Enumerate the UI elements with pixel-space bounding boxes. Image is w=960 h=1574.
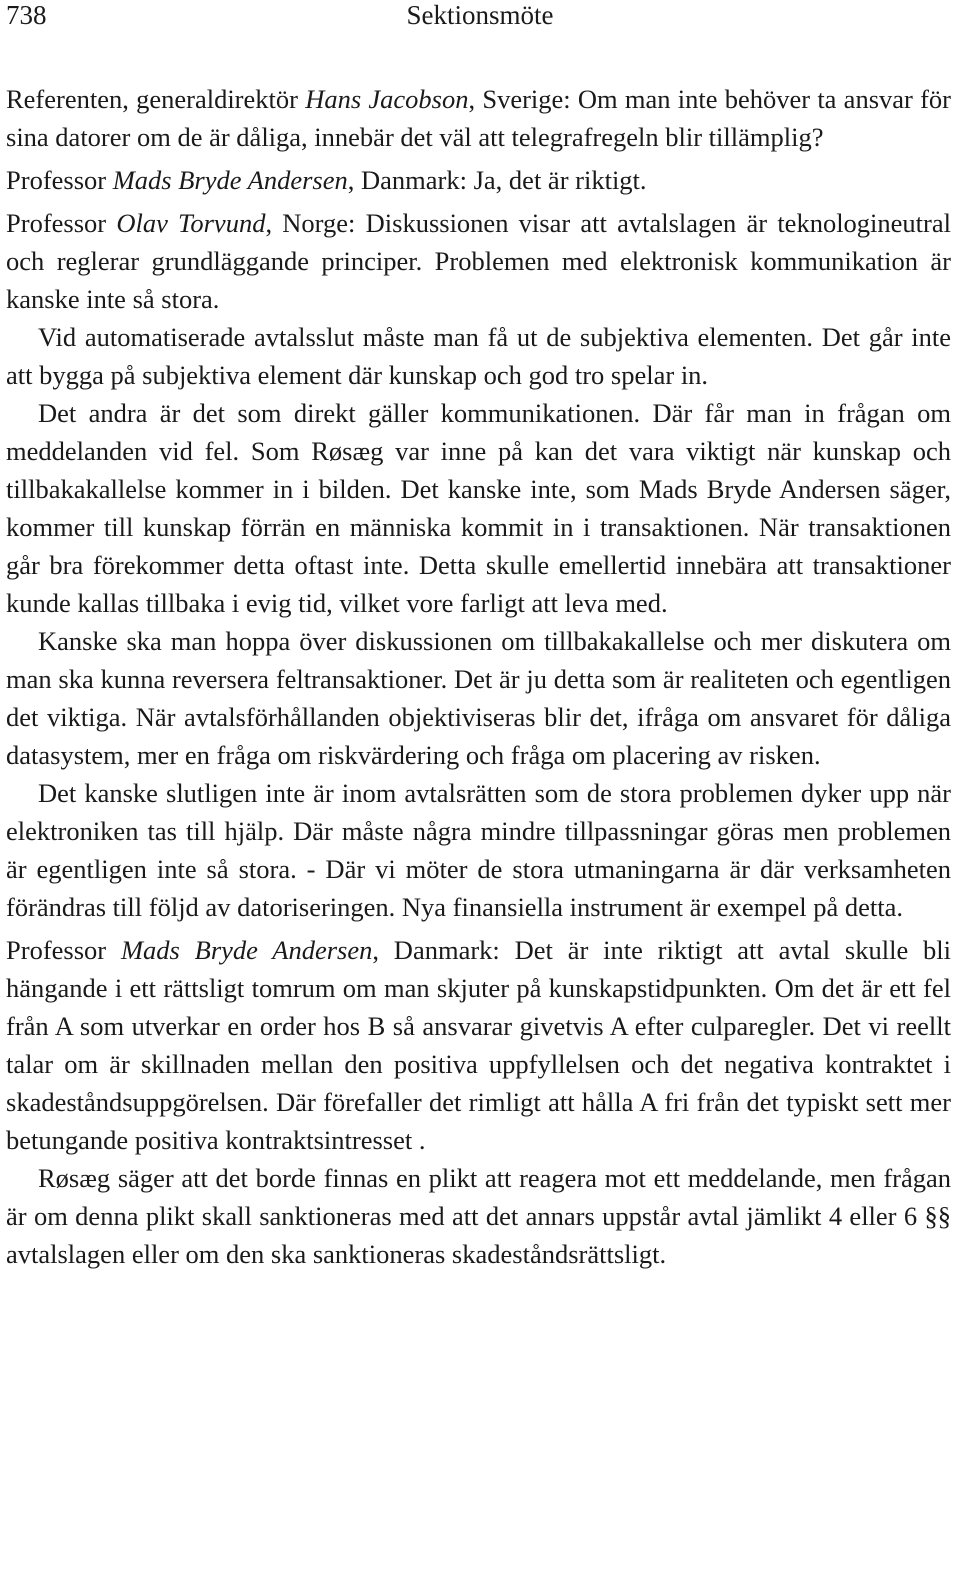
paragraph: Vid automatiserade avtalsslut måste man få ut de subjektiva elementen. Det går inte att bygga på subjektiva element där kunskap och god tro spelar in. [6,322,951,390]
paragraph: Det andra är det som direkt gäller kommunikationen. Där får man in frågan om meddelanden vid fel. Som Røsæg var inne på kan det vara viktigt när kunskap och tillbakakallelse kommer in i bilden. Det kanske inte, som Mads Bryde Andersen säger, kommer till kunskap förrän en människa kommit in i transaktionen. När transaktionen går bra förekommer detta oftast inte. Detta skulle emellertid innebära att transaktioner kunde kallas tillbaka i evig tid, vilket vore farligt att leva med. [6,398,951,618]
speaker-name: Olav Torvund [116,208,266,238]
paragraph-text: Det är inte riktigt att avtal skulle bli hängande i ett rättsligt tomrum om man skjuter på kunskapstidpunkten. Om det är ett fel från A som utverkar en order hos B så ansvarar givetvis A efter culparegler. Det vi reellt talar om är skillnaden mellan den positiva uppfyllelsen och det negativa kontraktet i skadeståndsuppgörelsen. Där förefaller det rimligt att hålla A fri från det typiskt sett mer betungande positiva kontraktsintresset . [6,935,952,1155]
running-head: Sektionsmöte [406,0,554,30]
speaker-name: Mads Bryde Andersen [120,935,373,965]
speaker-title: Professor [6,208,117,238]
speaker-title: Referenten, generaldirektör [6,84,306,114]
speaker-name: Mads Bryde Andersen [112,165,348,195]
speaker-paragraph [6,931,951,1159]
speaker-paragraph [6,80,951,156]
speaker-title: Professor [6,165,113,195]
paragraph-text: Om man inte behöver ta ansvar för sina datorer om de är dåliga, innebär det väl att telegrafregeln blir tillämplig? [6,84,951,152]
speaker-country: , Norge: [265,208,366,238]
page-number: 738 [6,0,47,30]
paragraph-text: Diskussionen visar att avtalslagen är teknologineutral och reglerar grundläggande principer. Problemen med elektronisk kommunikation är kanske inte så stora. [6,208,951,314]
speaker-name: Hans Jacobson [305,84,469,114]
paragraph: Røsæg säger att det borde finnas en plikt att reagera mot ett meddelande, men frågan är om denna plikt skall sanktioneras med att det annars uppstår avtal jämlikt 4 eller 6 §§ avtalslagen eller om den ska sanktioneras skadeståndsrättsligt. [6,1163,951,1269]
paragraph-text: Ja, det är riktigt. [473,165,647,195]
speaker-country: , Danmark: [372,935,515,965]
paragraph: Kanske ska man hoppa över diskussionen om tillbakakallelse och mer diskutera om man ska kunna reversera feltransaktioner. Det är ju detta som är realiteten och egentligen det viktiga. När avtalsförhållanden objektiviseras blir det, ifråga om ansvaret för dåliga datasystem, mer en fråga om riskvärdering och fråga om placering av risken. [6,626,951,770]
speaker-country: , Danmark: [347,165,474,195]
page-header [6,0,954,34]
speaker-paragraph [6,161,951,199]
speaker-paragraph [6,204,951,318]
paragraph: Det kanske slutligen inte är inom avtalsrätten som de stora problemen dyker upp när elektroniken tas till hjälp. Där måste några mindre tillpassningar göras men problemen är egentligen inte så stora. - Där vi möter de stora utmaningarna är där verksamheten förändras till följd av datoriseringen. Nya finansiella instrument är exempel på detta. [6,778,951,922]
speaker-country: , Sverige: [468,84,578,114]
body-text [6,80,951,1273]
speaker-title: Professor [6,935,121,965]
